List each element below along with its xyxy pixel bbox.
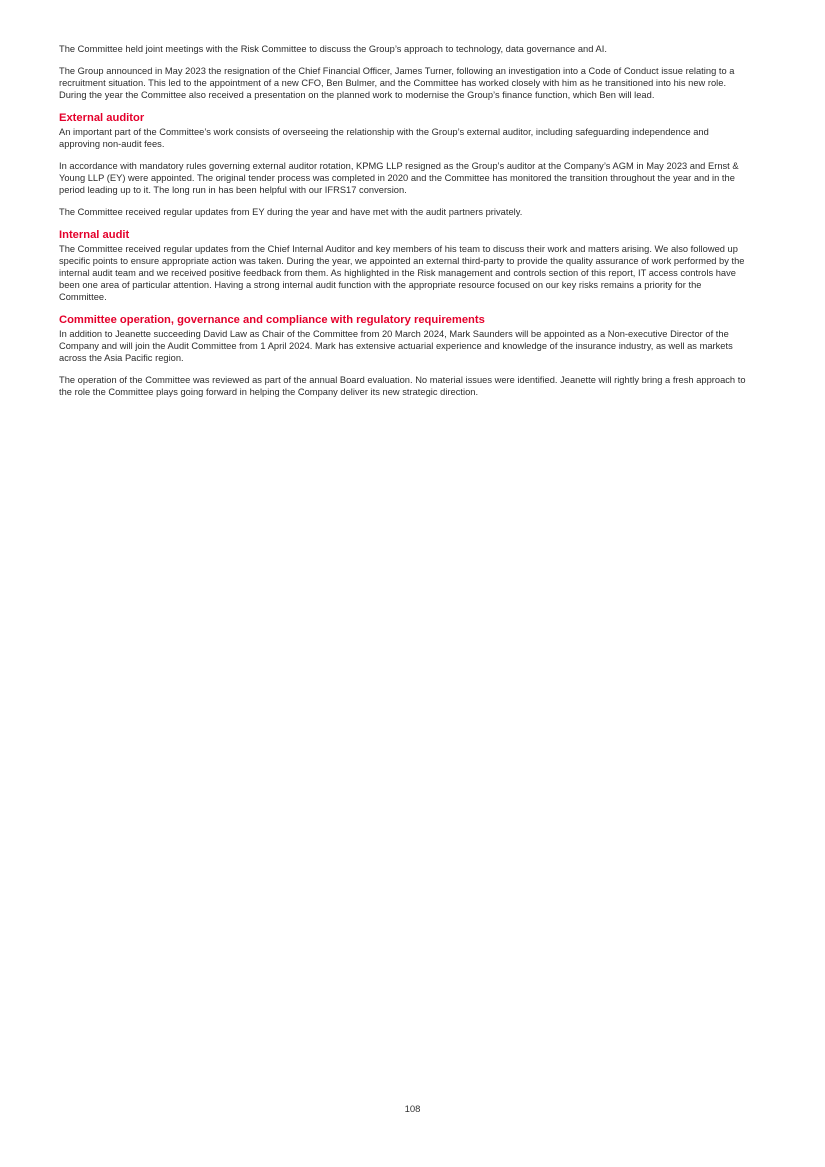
intro-section	[59, 43, 749, 101]
internal-audit-paragraph: The Committee received regular updates from the Chief Internal Auditor and key members of his team to discuss their work and matters arising. We also followed up specific points to ensure appropriate action was taken. During the year, we appointed an external third-party to provide the quality assurance of work performed by the internal audit team and we received positive feedback from them. As highlighted in the Risk management and controls section of this report, IT access controls have been one area of particular attention. Having a strong internal audit function with the appropriate resource focused on our key risks remains a priority for the Committee.	[59, 243, 745, 303]
external-auditor-section	[59, 111, 749, 218]
intro-paragraph-technology: The Committee held joint meetings with the Risk Committee to discuss the Group’s approach to technology, data governance and AI.	[59, 44, 607, 54]
page-number: 108	[404, 1104, 421, 1115]
committee-operation-heading: Committee operation, governance and compliance with regulatory requirements	[59, 314, 485, 327]
internal-audit-heading: Internal audit	[59, 228, 130, 241]
external-auditor-paragraph-3: The Committee received regular updates from EY during the year and have met with the audit partners privately.	[59, 206, 523, 217]
external-auditor-heading: External auditor	[59, 111, 145, 124]
committee-operation-paragraph-2: The operation of the Committee was reviewed as part of the annual Board evaluation. No material issues were identified. Jeanette will rightly bring a fresh approach to the role the Committee plays going forward in helping the Company deliver its new strategic direction.	[59, 375, 746, 398]
external-auditor-paragraph-1: An important part of the Committee’s work consists of overseeing the relationship with the Group’s external auditor, including safeguarding independence and approving non-audit fees.	[59, 126, 709, 150]
internal-audit-section	[59, 228, 749, 304]
intro-paragraph-cfo: The Group announced in May 2023 the resignation of the Chief Financial Officer, James Turner, following an investigation into a Code of Conduct issue relating to a recruitment situation. This led to the appointment of a new CFO, Ben Bulmer, and the Committee has worked closely with him as he transitioned into his new role. During the year the Committee also received a presentation on the planned work to modernise the Group’s finance function, which Ben will lead.	[59, 65, 735, 101]
document-page	[59, 43, 749, 408]
committee-operation-section	[59, 313, 749, 399]
external-auditor-paragraph-2: In accordance with mandatory rules governing external auditor rotation, KPMG LLP resigned as the Group’s auditor at the Company’s AGM in May 2023 and Ernst & Young LLP (EY) were appointed. The original tender process was completed in 2020 and the Committee has monitored the transition throughout the year and in the period leading up to it. The long run in has been helpful with our IFRS17 conversion.	[59, 160, 739, 196]
committee-operation-paragraph-1: In addition to Jeanette succeeding David Law as Chair of the Committee from 20 March 2024, Mark Saunders will be appointed as a Non-executive Director of the Company and will join the Audit Committee from 1 April 2024. Mark has extensive actuarial experience and knowledge of the insurance industry, as well as markets across the Asia Pacific region.	[59, 329, 733, 364]
